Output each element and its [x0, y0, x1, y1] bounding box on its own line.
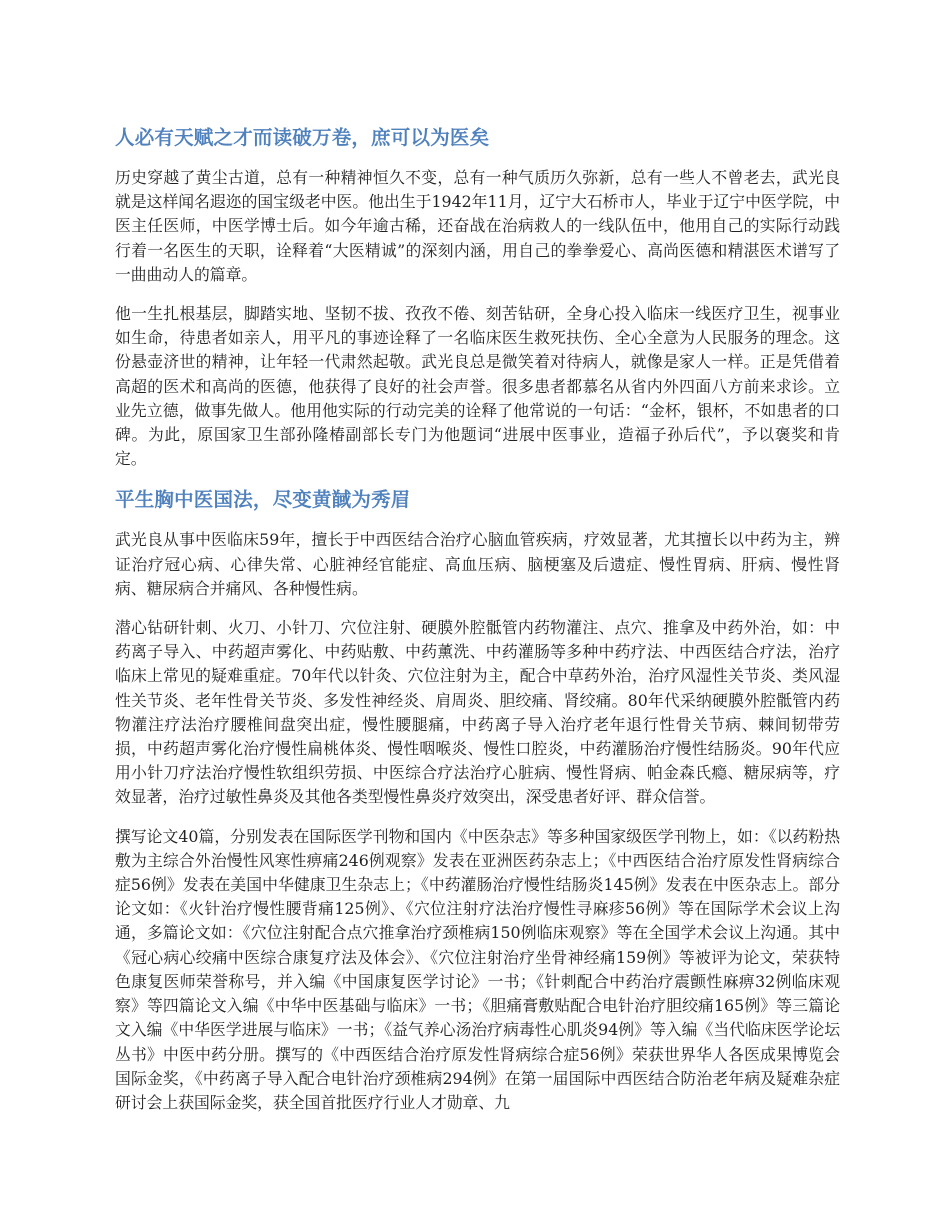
paragraph: 历史穿越了黄尘古道，总有一种精神恒久不变，总有一种气质历久弥新，总有一些人不曾老去，武光良就是这样闻名遐迩的国宝级老中医。他出生于1942年11月，辽宁大石桥市人，毕业于辽宁中医学院，中医主任医师，中医学博士后。如今年逾古稀，还奋战在治病救人的一线队伍中，他用自己的实际行动践行着一名医生的天职，诠释着“大医精诚”的深刻内涵，用自己的拳拳爱心、高尚医德和精湛医术谱写了一曲曲动人的篇章。 — [115, 168, 840, 284]
section-heading-2: 平生胸中医国法，尽变黄馘为秀眉 — [115, 488, 411, 512]
section-heading-1: 人必有天赋之才而读破万卷，庶可以为医矣 — [115, 126, 490, 149]
paragraph: 他一生扎根基层，脚踏实地、坚韧不拔、孜孜不倦、刻苦钻研，全身心投入临床一线医疗卫生，视事业如生命，待患者如亲人，用平凡的事迹诠释了一名临床医生救死扶伤、全心全意为人民服务的理念。这份悬壶济世的精神，让年轻一代肃然起敬。武光良总是微笑着对待病人，就像是家人一样。正是凭借着高超的医术和高尚的医德，他获得了良好的社会声誉。很多患者都慕名从省内外四面八方前来求诊。立业先立德，做事先做人。他用他实际的行动完美的诠释了他常说的一句话：“金杯，银杯，不如患者的口碑。为此，原国家卫生部孙隆椿副部长专门为他题词“进展中医事业，造福子孙后代”，予以褒奖和肯定。 — [115, 304, 840, 469]
paragraph: 武光良从事中医临床59年，擅长于中西医结合治疗心脑血管疾病，疗效显著，尤其擅长以中药为主，辨证治疗冠心病、心律失常、心脏神经官能症、高血压病、脑梗塞及后遗症、慢性胃病、肝病、慢性肾病、糖尿病合并痛风、各种慢性病。 — [115, 530, 840, 598]
paragraph: 潜心钻研针刺、火刀、小针刀、穴位注射、硬膜外腔骶管内药物灌注、点穴、推拿及中药外治，如：中药离子导入、中药超声雾化、中药贴敷、中药薰洗、中药灌肠等多种中药疗法、中西医结合疗法，治疗临床上常见的疑难重症。70年代以针灸、穴位注射为主，配合中草药外治，治疗风湿性关节炎、类风湿性关节炎、老年性骨关节炎、多发性神经炎、肩周炎、胆绞痛、肾绞痛。80年代采纳硬膜外腔骶管内药物灌注疗法治疗腰椎间盘突出症，慢性腰腿痛，中药离子导入治疗老年退行性骨关节病、棘间韧带劳损，中药超声雾化治疗慢性扁桃体炎、慢性咽喉炎、慢性口腔炎，中药灌肠治疗慢性结肠炎。90年代应用小针刀疗法治疗慢性软组织劳损、中医综合疗法治疗心脏病、慢性肾病、帕金森氏瘾、糖尿病等，疗效显著，治疗过敏性鼻炎及其他各类型慢性鼻炎疗效突出，深受患者好评、群众信誉。 — [115, 618, 840, 807]
paragraph: 撰写论文40篇，分别发表在国际医学刊物和国内《中医杂志》等多种国家级医学刊物上，如：《以药粉热敷为主综合外治慢性风寒性痹痛246例观察》发表在亚洲医药杂志上；《中西医结合治疗原发性肾病综合症56例》发表在美国中华健康卫生杂志上；《中药灌肠治疗慢性结肠炎145例》发表在中医杂志上。部分论文如：《火针治疗慢性腰背痛125例》、《穴位注射疗法治疗慢性寻麻疹56例》等在国际学术会议上沟通，多篇论文如：《穴位注射配合点穴推拿治疗颈椎病150例临床观察》等在全国学术会议上沟通。其中《冠心病心绞痛中医综合康复疗法及体会》、《穴位注射治疗坐骨神经痛159例》等被评为论文，荣获特色康复医师荣誉称号，并入编《中国康复医学讨论》一书；《针刺配合中药治疗震颤性麻痹32例临床观察》等四篇论文入编《中华中医基础与临床》一书；《胆痛膏敷贴配合电针治疗胆绞痛165例》等三篇论文入编《中华医学进展与临床》一书；《益气养心汤治疗病毒性心肌炎94例》等入编《当代临床医学论坛丛书》中医中药分册。撰写的《中西医结合治疗原发性肾病综合症56例》荣获世界华人各医成果博览会国际金奖，《中药离子导入配合电针治疗颈椎病294例》在第一届国际中西医结合防治老年病及疑难杂症研讨会上获国际金奖，获全国首批医疗行业人才勋章、九 — [115, 826, 840, 1112]
